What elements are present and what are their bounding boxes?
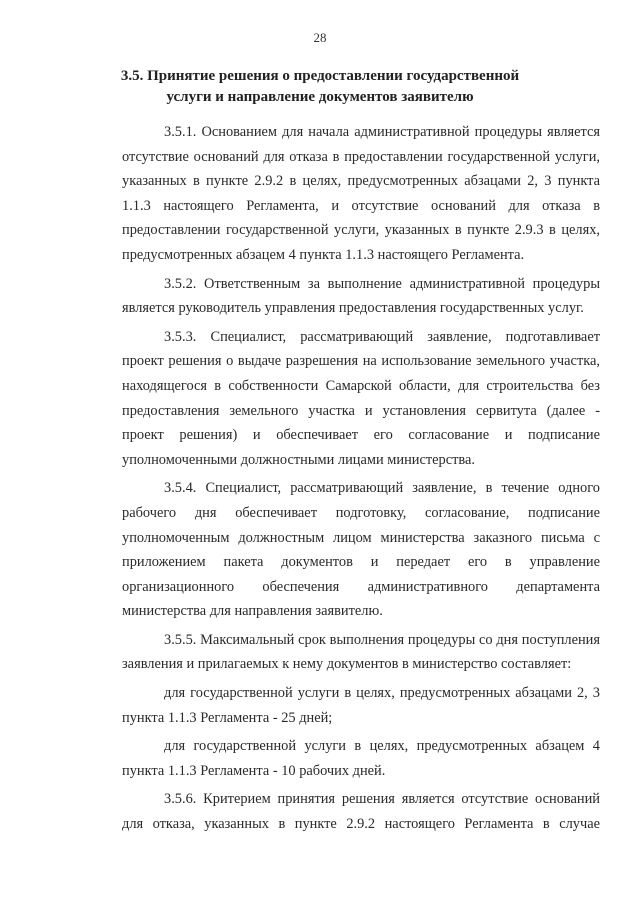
paragraph-term-10-days: для государственной услуги в целях, предусмотренных абзацем 4 пункта 1.1.3 Регламента - 10 рабочих дней. (122, 738, 600, 779)
paragraph-3-5-4: 3.5.4. Специалист, рассматривающий заявление, в течение одного рабочего дня обеспечивает подготовку, согласование, подписание уполномоченным должностным лицом министерства заказного письма с приложением пакета документов и передает его в управление организационного обеспечения административного департамента министерства для направления заявителю. (122, 480, 600, 620)
paragraph-3-5-1: 3.5.1. Основанием для начала административной процедуры является отсутствие оснований для отказа в предоставлении государственной услуги, указанных в пункте 2.9.2 в целях, предусмотренных абзацами 2, 3 пункта 1.1.3 настоящего Регламента, и отсутствие оснований для отказа в предоставлении государственной услуги, указанных в пункте 2.9.3 в целях, предусмотренных абзацем 4 пункта 1.1.3 настоящего Регламента. (122, 124, 600, 263)
page-number: 28 (313, 30, 327, 45)
document-body (122, 120, 600, 841)
paragraph-3-5-5: 3.5.5. Максимальный срок выполнения процедуры со дня поступления заявления и прилагаемых к нему документов в министерство составляет: (122, 631, 600, 673)
paragraph-3-5-3: 3.5.3. Специалист, рассматривающий заявление, подготавливает проект решения о выдаче разрешения на использование земельного участка, находящегося в собственности Самарской области, для строительства без предоставления земельного участка и установления сервитута (далее - проект решения) и обеспечивает его согласование и подписание уполномоченными должностными лицами министерства. (122, 328, 600, 468)
paragraph-term-25-days: для государственной услуги в целях, предусмотренных абзацами 2, 3 пункта 1.1.3 Регламента - 25 дней; (122, 685, 600, 726)
paragraph-3-5-2: 3.5.2. Ответственным за выполнение административной процедуры является руководитель управления предоставления государственных услуг. (122, 275, 600, 317)
paragraph-3-5-6: 3.5.6. Критерием принятия решения является отсутствие оснований для отказа, указанных в пункте 2.9.2 настоящего Регламента в случае (122, 791, 600, 833)
section-title: 3.5. Принятие решения о предоставлении государственной услуги и направление документов заявителю (120, 68, 520, 105)
